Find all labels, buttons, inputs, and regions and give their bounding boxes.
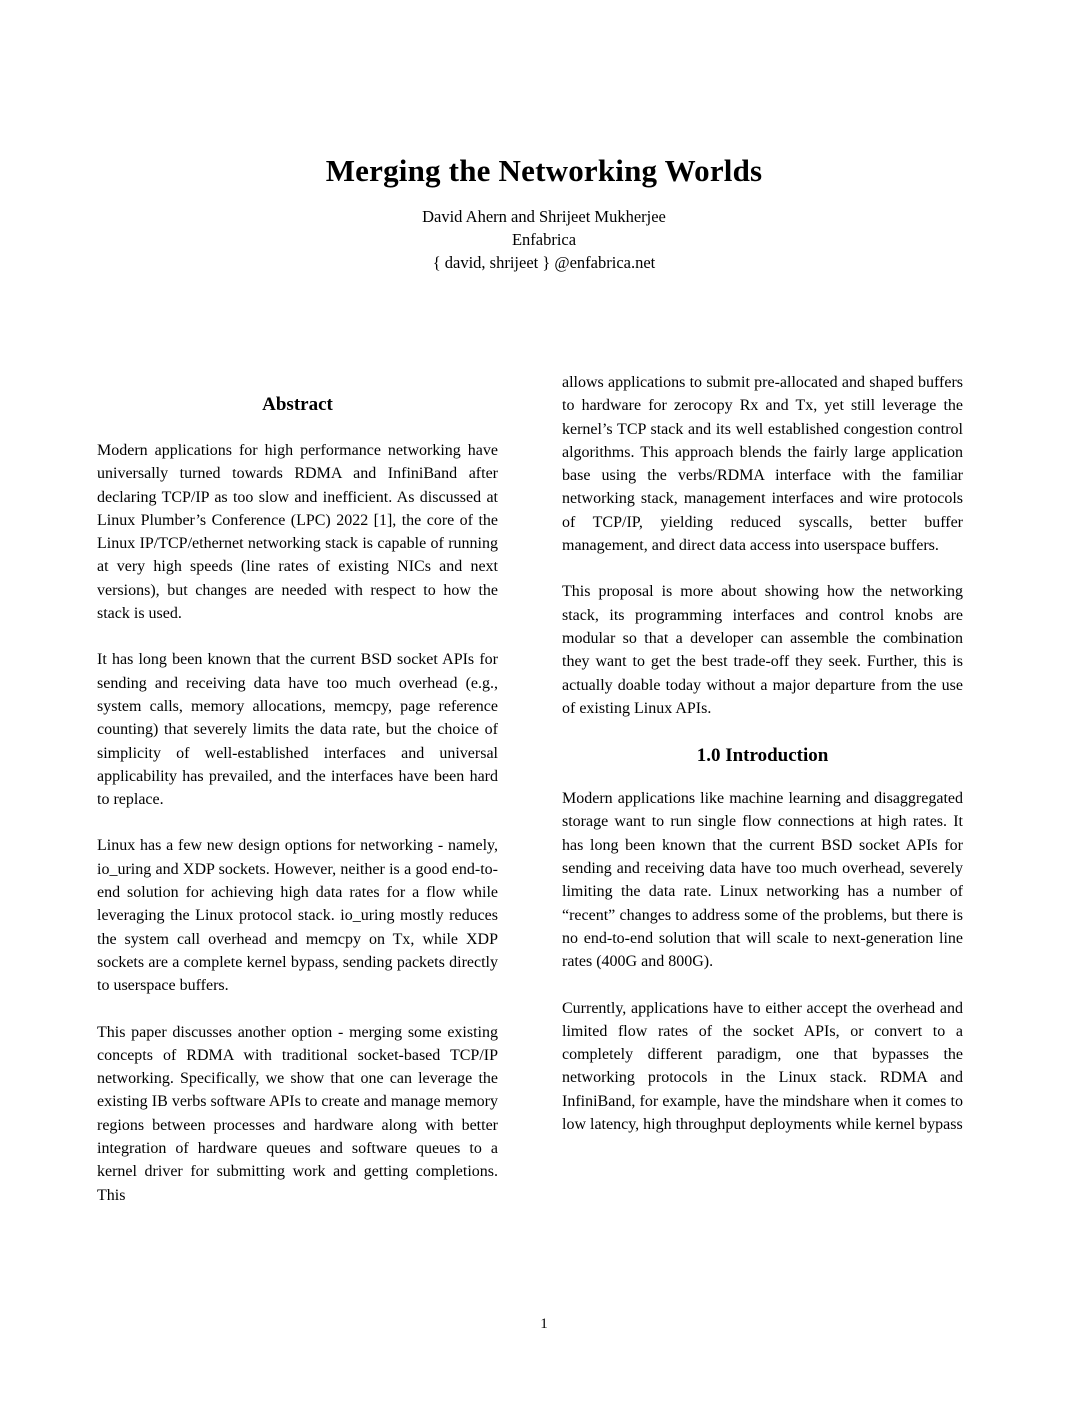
page-footer bbox=[0, 1316, 1088, 1333]
paper-email: { david, shrijeet } @enfabrica.net bbox=[432, 253, 656, 272]
paper-title: Merging the Networking Worlds bbox=[325, 153, 763, 188]
paper-authors: David Ahern and Shrijeet Mukherjee bbox=[422, 207, 666, 226]
left-column bbox=[97, 392, 498, 1230]
abstract-paragraph-1: Modern applications for high performance networking have universally turned towards RDMA and InfiniBand after declaring TCP/IP as too slow and inefficient. As discussed at Linux Plumber’s Conference (LPC) 2022 [1], the core of the Linux IP/TCP/ethernet networking stack is capable of running at very high speeds (line rates of existing NICs and next versions), but changes are needed with respect to how the stack is used. bbox=[97, 442, 498, 623]
paper-affiliation: Enfabrica bbox=[511, 230, 577, 249]
introduction-heading: 1.0 Introduction bbox=[696, 745, 829, 767]
page-number: 1 bbox=[540, 1316, 548, 1332]
introduction-paragraph-1: Modern applications like machine learning and disaggregated storage want to run single flow connections at high rates. It has long been known that the current BSD socket APIs for sending and receiving data have too much overhead, severely limiting the data rate. Linux networking has a number of “recent” changes to address some of the problems, but there is no end-to-end solution that will scale to next-generation line rates (400G and 800G). bbox=[562, 790, 963, 971]
abstract-paragraph-4: This paper discusses another option - merging some existing concepts of RDMA with traditional socket-based TCP/IP networking. Specifically, we show that one can leverage the existing IB verbs software APIs to create and manage memory regions between processes and hardware along with better integration of hardware queues and software queues to a kernel driver for submitting work and getting completions. This bbox=[97, 1023, 498, 1204]
abstract-paragraph-2: It has long been known that the current BSD socket APIs for sending and receiving data have too much overhead (e.g., system calls, memory allocations, memcpy, page reference counting) that severely limits the data rate, but the choice of simplicity of well-established interfaces and universal applicability has prevailed, and the interfaces have been hard to replace. bbox=[97, 651, 498, 809]
abstract-paragraph-5: This proposal is more about showing how the networking stack, its programming interfaces and control knobs are modular so that a developer can assemble the combination they want to get the best trade-off they seek. Further, this is actually doable today without a major departure from the use of existing Linux APIs. bbox=[562, 583, 963, 717]
abstract-paragraph-4-continued: allows applications to submit pre-allocated and shaped buffers to hardware for zerocopy Rx and Tx, yet still leverage the kernel’s TCP stack and its well established congestion control algorithms. This approach blends the fairly large application base using the verbs/RDMA interface with the familiar networking stack, management interfaces and wire protocols of TCP/IP, yielding reduced syscalls, better buffer management, and direct data access into userspace buffers. bbox=[562, 374, 963, 555]
paper-header bbox=[0, 153, 1088, 274]
abstract-paragraph-3: Linux has a few new design options for networking - namely, io_uring and XDP sockets. However, neither is a good end-to-end solution for achieving high data rates for a flow while leveraging the Linux protocol stack. io_uring mostly reduces the system call overhead and memcpy on Tx, while XDP sockets are a complete kernel bypass, sending packets directly to userspace buffers. bbox=[97, 837, 498, 995]
introduction-paragraph-2: Currently, applications have to either accept the overhead and limited flow rates of the socket APIs, or convert to a completely different paradigm, one that bypasses the networking protocols in the Linux stack. RDMA and InfiniBand, for example, have the mindshare when it comes to low latency, high throughput deployments while kernel bypass bbox=[562, 999, 963, 1134]
right-column bbox=[562, 371, 963, 1159]
abstract-heading: Abstract bbox=[262, 394, 333, 415]
